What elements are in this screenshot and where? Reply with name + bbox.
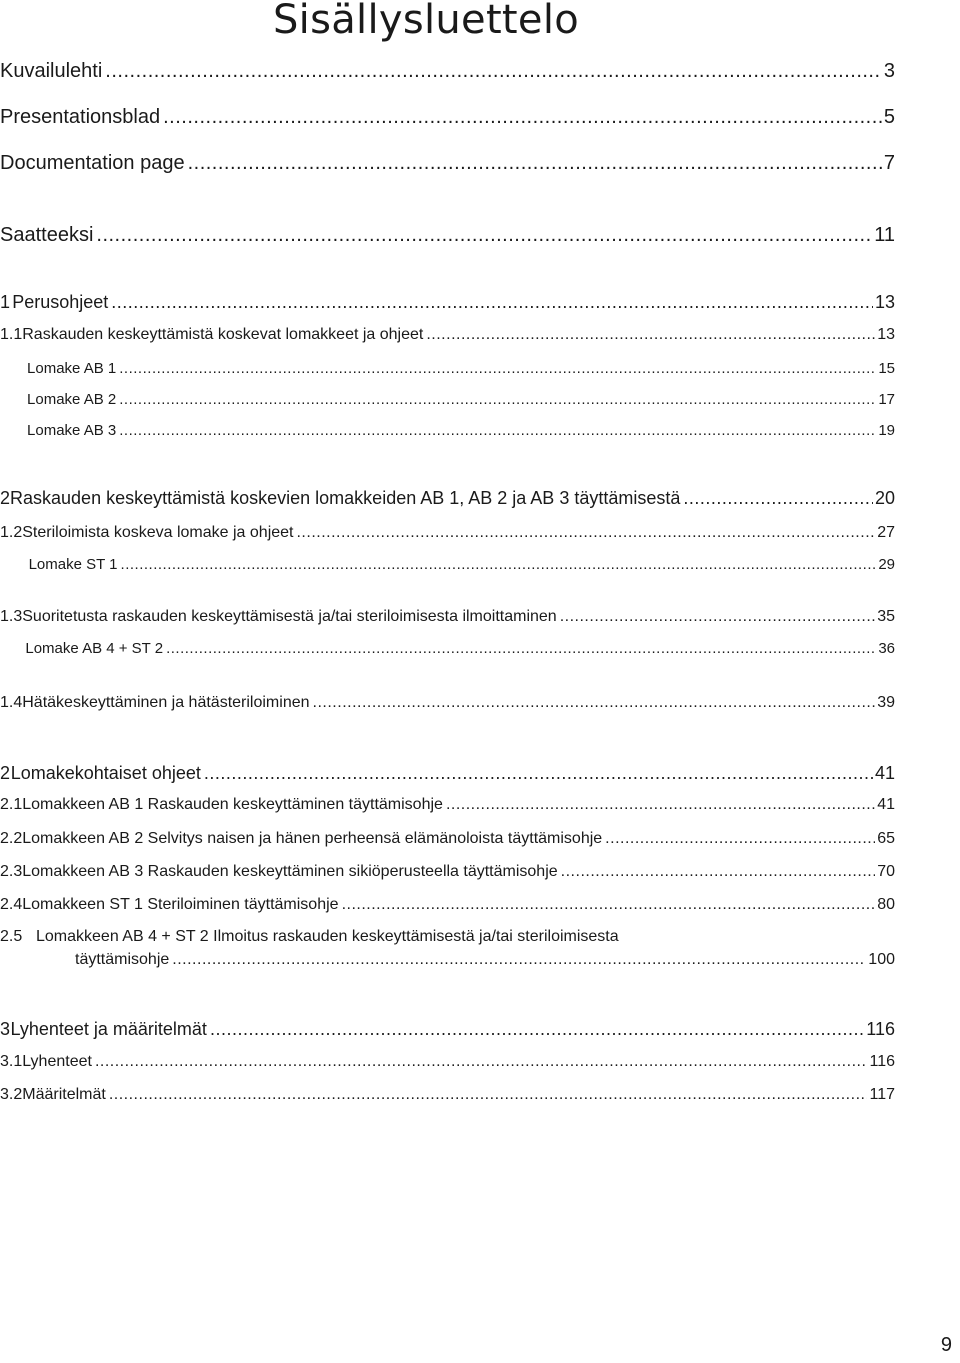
toc-entry-page: 41 xyxy=(874,763,895,783)
toc-entry-page: 13 xyxy=(874,292,895,312)
toc-entry[interactable] xyxy=(0,694,895,712)
toc-entry[interactable] xyxy=(0,896,895,914)
toc-entry[interactable] xyxy=(0,391,895,408)
toc-entry-text: Lomakkeen AB 2 Selvitys naisen ja hänen perheensä elämänoloista täyttämisohje xyxy=(22,830,603,847)
toc-entry-text: Lomake AB 3 xyxy=(27,422,117,439)
toc-entry-page: 20 xyxy=(874,488,895,508)
toc-entry-number: 1.4 xyxy=(0,694,23,711)
toc-entry-page: 80 xyxy=(877,896,895,913)
toc-entry-text: Lomakkeen AB 1 Raskauden keskeyttäminen täyttämisohje xyxy=(22,796,443,813)
toc-entry-page: 41 xyxy=(877,796,895,813)
toc-entry-text: Steriloimista koskeva lomake ja ohjeet xyxy=(22,524,294,541)
toc-entry[interactable] xyxy=(0,763,895,784)
page-title: Sisällysluettelo xyxy=(272,0,580,43)
toc-entry[interactable] xyxy=(0,640,895,657)
toc-entry-text-continued: täyttämisohje xyxy=(75,951,170,968)
toc-entry-text: Lomake AB 1 xyxy=(27,360,117,377)
toc-entry-text: Määritelmät xyxy=(22,1086,106,1103)
toc-entry-number: 1.1 xyxy=(0,326,23,343)
toc-entry-page: 7 xyxy=(883,152,895,174)
toc-entry-page: 19 xyxy=(878,422,895,439)
toc-entry-page: 116 xyxy=(869,1053,895,1070)
page-number: 9 xyxy=(940,1334,952,1356)
toc-entry-text: Lomakekohtaiset ohjeet xyxy=(10,763,201,783)
toc-entry-page: 70 xyxy=(877,863,895,880)
toc-entry[interactable] xyxy=(0,360,895,377)
toc-entry[interactable] xyxy=(0,488,895,509)
toc-entry-number: 2.2 xyxy=(0,830,23,847)
toc-entry[interactable] xyxy=(0,1019,895,1040)
toc-entry-number: 1 xyxy=(0,292,11,312)
toc-entry-page: 39 xyxy=(877,694,895,711)
toc-entry-multiline[interactable] xyxy=(0,928,895,946)
toc-entry-page: 29 xyxy=(878,556,895,573)
toc-entry-page: 11 xyxy=(874,224,895,246)
toc-entry-text: Raskauden keskeyttämistä koskevien lomakkeiden AB 1, AB 2 ja AB 3 täyttämisestä xyxy=(10,488,681,508)
toc-entry-number: 1.2 xyxy=(0,524,23,541)
toc-entry-page: 5 xyxy=(883,106,895,128)
toc-entry-page: 65 xyxy=(877,830,895,847)
toc-entry-text: Lomakkeen AB 3 Raskauden keskeyttäminen sikiöperusteella täyttämisohje xyxy=(22,863,558,880)
toc-entry-text: Suoritetusta raskauden keskeyttämisestä ja/tai steriloimisesta ilmoittaminen xyxy=(22,608,557,625)
toc-entry[interactable] xyxy=(0,224,895,247)
toc-entry[interactable] xyxy=(0,1086,895,1104)
toc-entry-number: 3.2 xyxy=(0,1086,23,1103)
toc-entry-number: 2 xyxy=(0,488,11,508)
toc-entry-text: Documentation page xyxy=(0,152,185,174)
toc-entry-text: Lyhenteet ja määritelmät xyxy=(10,1019,207,1039)
toc-entry-text: Lomakkeen ST 1 Steriloiminen täyttämisohje xyxy=(22,896,339,913)
toc-entry-number: 2.1 xyxy=(0,796,23,813)
toc-entry-text: Hätäkeskeyttäminen ja hätästeriloiminen xyxy=(22,694,310,711)
toc-entry-page: 100 xyxy=(868,951,895,968)
toc-entry-continuation[interactable] xyxy=(75,951,895,969)
toc-entry[interactable] xyxy=(0,152,895,175)
toc-entry[interactable] xyxy=(0,292,895,313)
toc-entry-text: Lomake AB 4 + ST 2 xyxy=(25,640,164,657)
toc-entry-page: 36 xyxy=(878,640,895,657)
toc-entry-text: Lomakkeen AB 4 + ST 2 Ilmoitus raskauden keskeyttämisestä ja/tai steriloimisesta xyxy=(36,928,619,945)
toc-entry-text: Saatteeksi xyxy=(0,224,94,246)
toc-entry-page: 116 xyxy=(866,1019,895,1039)
toc-entry-number: 2.5 xyxy=(0,928,23,945)
toc-entry[interactable] xyxy=(0,796,895,814)
toc-entry-number: 1.3 xyxy=(0,608,23,625)
toc-entry-page: 15 xyxy=(878,360,895,377)
toc-entry-text: Perusohjeet xyxy=(12,292,109,312)
toc-entry[interactable] xyxy=(0,106,895,129)
toc-entry[interactable] xyxy=(0,524,895,542)
toc-entry-text: Lyhenteet xyxy=(22,1053,92,1070)
toc-entry-text: Lomake AB 2 xyxy=(27,391,117,408)
toc-entry-page: 35 xyxy=(877,608,895,625)
toc-entry-text: Lomake ST 1 xyxy=(28,556,118,573)
toc-entry-page: 117 xyxy=(869,1086,895,1103)
toc-entry-number: 3.1 xyxy=(0,1053,23,1070)
toc-entry-page: 27 xyxy=(877,524,895,541)
toc-entry-text: Presentationsblad xyxy=(0,106,161,128)
toc-entry[interactable] xyxy=(0,60,895,83)
toc-entry[interactable] xyxy=(0,608,895,626)
toc-entry[interactable] xyxy=(0,422,895,439)
toc-entry-page: 13 xyxy=(877,326,895,343)
toc-entry-number: 2 xyxy=(0,763,11,783)
toc-entry-number: 3 xyxy=(0,1019,11,1039)
toc-entry-page: 3 xyxy=(883,60,895,82)
toc-entry-page: 17 xyxy=(878,391,895,408)
toc-entry[interactable] xyxy=(0,326,895,344)
toc-entry-text: Raskauden keskeyttämistä koskevat lomakkeet ja ohjeet xyxy=(22,326,424,343)
toc-entry-number: 2.4 xyxy=(0,896,23,913)
toc-entry[interactable] xyxy=(0,830,895,848)
toc-entry[interactable] xyxy=(0,1053,895,1071)
toc-entry-text: Kuvailulehti xyxy=(0,60,103,82)
toc-entry[interactable] xyxy=(0,863,895,881)
toc-entry-number: 2.3 xyxy=(0,863,23,880)
toc-entry[interactable] xyxy=(0,556,895,573)
